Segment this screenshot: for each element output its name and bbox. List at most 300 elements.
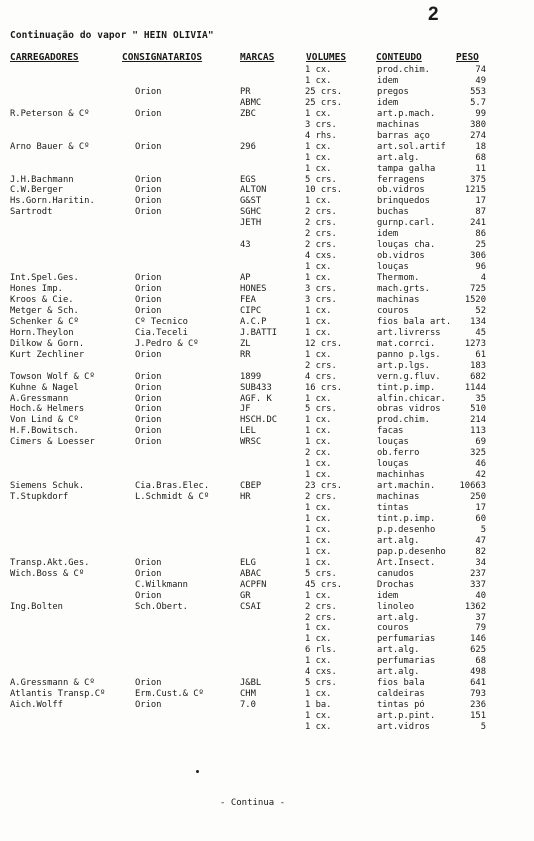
weight-cell: 1273 [464,338,486,349]
shipper-cell: Kroos & Cie. [10,294,74,305]
weight-cell: 69 [475,437,486,448]
consignee-cell: Orion [135,557,162,568]
mark-cell: A.C.P [240,316,267,327]
consignee-cell: Erm.Cust.& Cº [135,689,204,700]
weight-cell: 325 [470,448,486,459]
weight-cell: 214 [470,415,486,426]
weight-cell: 1520 [464,294,486,305]
table-row [0,700,534,711]
mark-cell: CIPC [240,305,262,316]
table-row [0,481,534,492]
table-row [0,284,534,295]
mark-cell: G&ST [240,196,262,207]
weight-cell: 87 [475,207,486,218]
volumes-cell: 1 cx. [305,656,332,667]
weight-cell: 510 [470,404,486,415]
contents-cell: obras vidros [377,404,441,415]
shipper-cell: Von Lind & Cº [10,415,79,426]
weight-cell: 4 [480,273,486,284]
weight-cell: 5.7 [470,97,486,108]
table-row [0,328,534,339]
consignee-cell: Orion [135,426,162,437]
page-number: 2 [428,4,439,25]
contents-cell: art.p.pint. [377,711,436,722]
table-row [0,142,534,153]
contents-cell: tampa galha [377,163,436,174]
contents-cell: art.alg. [377,152,420,163]
table-row [0,229,534,240]
shipper-cell: A.Gressmann [10,393,69,404]
weight-cell: 45 [475,327,486,338]
mark-cell: JF [240,404,251,415]
table-row [0,602,534,613]
table-row [0,580,534,591]
contents-cell: machinas [377,294,420,305]
volumes-cell: 1 cx. [305,141,332,152]
consignee-cell: Orion [135,415,162,426]
contents-cell: tint.p.imp. [377,513,436,524]
table-row [0,98,534,109]
contents-cell: tintas [377,503,409,513]
volumes-cell: 1 cx. [305,75,332,86]
weight-cell: 183 [470,360,486,371]
weight-cell: 60 [475,513,486,524]
volumes-cell: 1 cx. [305,711,332,722]
header-marks: MARCAS [240,52,275,63]
table-row [0,503,534,514]
contents-cell: brinquedos [377,196,430,207]
volumes-cell: 1 cx. [305,459,332,470]
table-row [0,153,534,164]
table-row [0,404,534,415]
shipper-cell: Hs.Gorn.Haritin. [10,196,95,207]
volumes-cell: 45 crs. [305,579,343,590]
volumes-cell: 2 crs. [305,229,337,240]
volumes-cell: 25 crs. [305,97,343,108]
contents-cell: p.p.desenho [377,524,436,535]
consignee-cell: Orion [135,207,162,218]
table-row [0,558,534,569]
consignee-cell: Orion [135,273,162,284]
table-row [0,656,534,667]
shipper-cell: Towson Wolf & Cº [10,371,95,382]
table-row [0,470,534,481]
shipper-cell: Wich.Boss & Cº [10,568,85,579]
contents-cell: buchas [377,207,409,218]
table-row [0,514,534,525]
volumes-cell: 5 crs. [305,174,337,185]
weight-cell: 68 [475,656,486,667]
consignee-cell: Cia.Teceli [135,327,188,338]
contents-cell: art.sol.artif [377,141,446,152]
weight-cell: 52 [475,305,486,316]
consignee-cell: Orion [135,294,162,305]
table-row [0,295,534,306]
mark-cell: RR [240,349,251,360]
volumes-cell: 1 cx. [305,262,332,273]
contents-cell: art.alg. [377,645,420,656]
weight-cell: 793 [470,689,486,700]
header-shippers: CARREGADORES [10,52,79,63]
volumes-cell: 1 cx. [305,623,332,634]
contents-cell: fios bala art. [377,316,452,327]
mark-cell: 43 [240,240,251,251]
weight-cell: 113 [470,426,486,437]
contents-cell: louças [377,262,409,273]
weight-cell: 5 [480,524,486,535]
weight-cell: 11 [475,163,486,174]
consignee-cell: Orion [135,590,162,601]
table-row [0,415,534,426]
volumes-cell: 2 crs. [305,360,337,371]
contents-cell: art.alg. [377,667,420,678]
contents-cell: Drochas [377,579,415,590]
shipper-cell: Int.Spel.Ges. [10,273,79,284]
volumes-cell: 4 cxs. [305,251,337,262]
shipper-cell: Horn.Theylon [10,327,74,338]
table-row [0,65,534,76]
weight-cell: 306 [470,251,486,262]
table-row [0,426,534,437]
contents-cell: canudos [377,568,415,579]
volumes-cell: 1 cx. [305,557,332,568]
consignee-cell: Orion [135,108,162,119]
shipper-cell: Ing.Bolten [10,601,63,612]
mark-cell: CHM [240,689,256,700]
weight-cell: 1362 [464,601,486,612]
shipper-cell: Kuhne & Nagel [10,382,79,393]
mark-cell: CSAI [240,601,262,612]
table-row [0,667,534,678]
weight-cell: 274 [470,130,486,141]
table-row [0,361,534,372]
contents-cell: art.p.mach. [377,108,436,119]
table-row [0,613,534,624]
weight-cell: 134 [470,316,486,327]
ink-dot [196,770,199,773]
weight-cell: 37 [475,612,486,623]
table-row [0,448,534,459]
header-contents: CONTEUDO [376,52,422,63]
mark-cell: EGS [240,174,256,185]
contents-cell: pap.p.desenho [377,546,446,557]
shipper-cell: Sartrodt [10,207,53,218]
table-row [0,131,534,142]
shipper-cell: T.Stupkdorf [10,492,69,503]
mark-cell: ALTON [240,185,267,196]
consignee-cell: L.Schmidt & Cº [135,492,210,503]
volumes-cell: 1 cx. [305,503,332,513]
contents-cell: alfin.chicar. [377,393,446,404]
contents-cell: prod.chim. [377,65,430,75]
consignee-cell: Orion [135,174,162,185]
weight-cell: 146 [470,634,486,645]
mark-cell: 7.0 [240,700,256,711]
contents-cell: ob.vidros [377,251,425,262]
mark-cell: LEL [240,426,256,437]
table-row [0,306,534,317]
contents-cell: panno p.lgs. [377,349,441,360]
header-weight: PESO [456,52,479,63]
weight-cell: 74 [475,65,486,75]
contents-cell: mach.grts. [377,284,430,294]
weight-cell: 17 [475,503,486,513]
volumes-cell: 1 cx. [305,470,332,481]
consignee-cell: Cia.Bras.Elec. [135,481,210,492]
contents-cell: couros [377,623,409,634]
shipper-cell: Aich.Wolff [10,700,63,711]
consignee-cell: Orion [135,393,162,404]
mark-cell: J.BATTI [240,327,278,338]
volumes-cell: 5 crs. [305,568,337,579]
contents-cell: couros [377,305,409,316]
mark-cell: 296 [240,141,256,152]
weight-cell: 46 [475,459,486,470]
mark-cell: CBEP [240,481,262,492]
contents-cell: Art.Insect. [377,557,436,568]
header-volumes: VOLUMES [306,52,347,63]
shipper-cell: Hones Imp. [10,284,63,294]
weight-cell: 380 [470,119,486,130]
weight-cell: 86 [475,229,486,240]
shipper-cell: A.Gressmann & Cº [10,678,95,689]
weight-cell: 34 [475,557,486,568]
contents-cell: facas [377,426,404,437]
volumes-cell: 1 cx. [305,327,332,338]
weight-cell: 553 [470,86,486,97]
consignee-cell: Orion [135,678,162,689]
weight-cell: 17 [475,196,486,207]
volumes-cell: 25 crs. [305,86,343,97]
weight-cell: 682 [470,371,486,382]
table-row [0,711,534,722]
table-row [0,175,534,186]
volumes-cell: 1 cx. [305,722,332,732]
weight-cell: 47 [475,535,486,546]
contents-cell: mat.corrci. [377,338,436,349]
mark-cell: GR [240,590,251,601]
mark-cell: HR [240,492,251,503]
mark-cell: ABAC [240,568,262,579]
weight-cell: 236 [470,700,486,711]
table-row [0,492,534,503]
mark-cell: AP [240,273,251,284]
table-row [0,547,534,558]
contents-cell: ob.vidros [377,185,425,196]
volumes-cell: 2 crs. [305,240,337,251]
table-row [0,196,534,207]
weight-cell: 250 [470,492,486,503]
weight-cell: 337 [470,579,486,590]
weight-cell: 96 [475,262,486,273]
mark-cell: J&BL [240,678,262,689]
contents-cell: gurnp.carl. [377,218,436,229]
mark-cell: SUB433 [240,382,272,393]
table-row [0,273,534,284]
contents-cell: Thermom. [377,273,420,284]
volumes-cell: 1 cx. [305,513,332,524]
mark-cell: ZL [240,338,251,349]
contents-cell: ob.ferro [377,448,420,459]
weight-cell: 5 [480,722,486,732]
contents-cell: machinas [377,119,420,130]
contents-cell: ferragens [377,174,425,185]
table-row [0,87,534,98]
volumes-cell: 1 cx. [305,65,332,75]
volumes-cell: 3 crs. [305,294,337,305]
volumes-cell: 6 rls. [305,645,337,656]
volumes-cell: 1 cx. [305,689,332,700]
volumes-cell: 5 crs. [305,678,337,689]
volumes-cell: 1 cx. [305,590,332,601]
volumes-cell: 1 cx. [305,415,332,426]
volumes-cell: 1 cx. [305,196,332,207]
contents-cell: vern.g.fluv. [377,371,441,382]
volumes-cell: 2 crs. [305,218,337,229]
shipper-cell: Siemens Schuk. [10,481,85,492]
contents-cell: machinas [377,492,420,503]
weight-cell: 40 [475,590,486,601]
table-row [0,689,534,700]
table-row [0,525,534,536]
volumes-cell: 1 cx. [305,437,332,448]
consignee-cell: Sch.Obert. [135,601,188,612]
volumes-cell: 3 crs. [305,119,337,130]
weight-cell: 82 [475,546,486,557]
shipper-cell: Dilkow & Gorn. [10,338,85,349]
contents-cell: idem [377,97,399,108]
weight-cell: 25 [475,240,486,251]
consignee-cell: Orion [135,404,162,415]
table-row [0,350,534,361]
weight-cell: 18 [475,141,486,152]
volumes-cell: 1 cx. [305,426,332,437]
document-title: Continuação do vapor " HEIN OLIVIA" [10,30,214,41]
weight-cell: 68 [475,152,486,163]
consignee-cell: Orion [135,305,162,316]
weight-cell: 237 [470,568,486,579]
shipper-cell: R.Peterson & Cº [10,108,90,119]
contents-cell: tintas pó [377,700,425,711]
table-row [0,569,534,580]
table-row [0,251,534,262]
contents-cell: barras aço [377,130,430,141]
mark-cell: ZBC [240,108,256,119]
shipper-cell: C.W.Berger [10,185,63,196]
mark-cell: ELG [240,557,256,568]
volumes-cell: 3 crs. [305,284,337,294]
weight-cell: 151 [470,711,486,722]
table-row [0,372,534,383]
table-row [0,339,534,350]
volumes-cell: 2 crs. [305,601,337,612]
shipper-cell: Cimers & Loesser [10,437,95,448]
volumes-cell: 1 cx. [305,316,332,327]
volumes-cell: 1 cx. [305,393,332,404]
consignee-cell: Orion [135,185,162,196]
table-row [0,383,534,394]
contents-cell: idem [377,590,399,601]
shipper-cell: J.H.Bachmann [10,174,74,185]
mark-cell: 1899 [240,371,262,382]
shipper-cell: Kurt Zechliner [10,349,85,360]
contents-cell: art.livrerss [377,327,441,338]
table-row [0,722,534,733]
consignee-cell: Orion [135,371,162,382]
table-row [0,207,534,218]
table-row [0,623,534,634]
table-row [0,634,534,645]
table-row [0,240,534,251]
mark-cell: PR [240,86,251,97]
shipper-cell: Atlantis Transp.Cº [10,689,106,700]
shipper-cell: H.F.Bowitsch. [10,426,79,437]
table-row [0,536,534,547]
table-row [0,591,534,602]
weight-cell: 49 [475,75,486,86]
volumes-cell: 10 crs. [305,185,343,196]
contents-cell: art.alg. [377,535,420,546]
weight-cell: 10663 [459,481,486,492]
table-row [0,120,534,131]
weight-cell: 725 [470,284,486,294]
contents-cell: perfumarias [377,634,436,645]
table-row [0,317,534,328]
mark-cell: ACPFN [240,579,267,590]
shipper-cell: Hoch.& Helmers [10,404,85,415]
table-row [0,218,534,229]
mark-cell: JETH [240,218,262,229]
volumes-cell: 12 crs. [305,338,343,349]
contents-cell: louças [377,437,409,448]
volumes-cell: 16 crs. [305,382,343,393]
consignee-cell: Orion [135,568,162,579]
contents-cell: art.alg. [377,612,420,623]
weight-cell: 1215 [464,185,486,196]
weight-cell: 1144 [464,382,486,393]
consignee-cell: Orion [135,349,162,360]
volumes-cell: 1 cx. [305,305,332,316]
consignee-cell: Orion [135,382,162,393]
volumes-cell: 2 crs. [305,492,337,503]
weight-cell: 61 [475,349,486,360]
mark-cell: WRSC [240,437,262,448]
consignee-cell: C.Wilkmann [135,579,188,590]
contents-cell: art.vidros [377,722,430,732]
table-row [0,437,534,448]
consignee-cell: Orion [135,86,162,97]
volumes-cell: 2 crs. [305,207,337,218]
table-row [0,459,534,470]
contents-cell: caldeiras [377,689,425,700]
contents-cell: tint.p.imp. [377,382,436,393]
mark-cell: ABMC [240,97,262,108]
shipper-cell: Arno Bauer & Cº [10,141,90,152]
contents-cell: machinhas [377,470,425,481]
contents-cell: art.p.lgs. [377,360,430,371]
contents-cell: louças [377,459,409,470]
header-consignees: CONSIGNATARIOS [122,52,203,63]
table-row [0,645,534,656]
shipper-cell: Transp.Akt.Ges. [10,557,90,568]
volumes-cell: 2 crs. [305,612,337,623]
mark-cell: AGF. K [240,393,272,404]
contents-cell: prod.chim. [377,415,430,426]
volumes-cell: 23 crs. [305,481,343,492]
consignee-cell: Orion [135,196,162,207]
contents-cell: art.machin. [377,481,436,492]
table-row [0,109,534,120]
